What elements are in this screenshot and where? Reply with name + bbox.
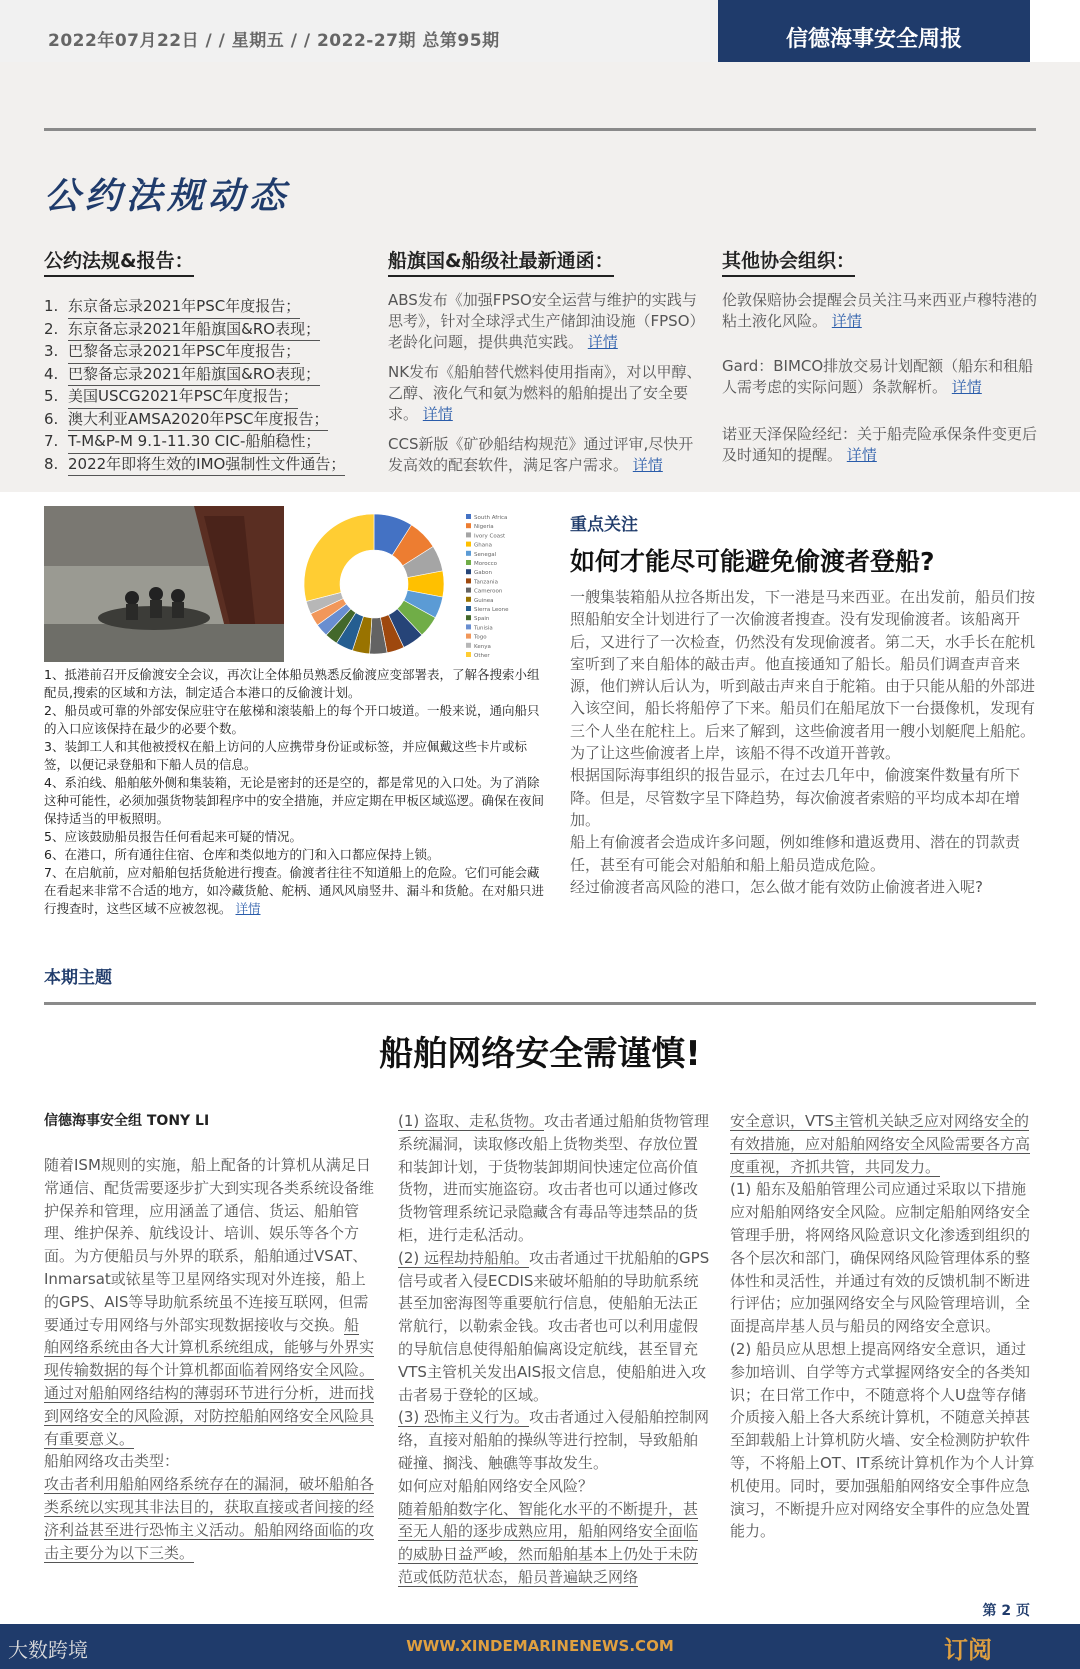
list-item[interactable]: 6. 澳大利亚AMSA2020年PSC年度报告；	[44, 409, 374, 432]
details-link[interactable]: 详情	[831, 312, 862, 330]
legend-label: Gabon	[474, 570, 492, 577]
news-text: Gard：BIMCO排放交易计划配额（船东和租船人需考虑的实际问题）条款解析。	[722, 357, 1034, 396]
paragraph: 经过偷渡者高风险的港口，怎么做才能有效防止偷渡者进入呢?	[570, 877, 983, 896]
news-text: CCS新版《矿砂船结构规范》通过评审,尽快开发高效的配套软件，满足客户需求。	[388, 435, 694, 474]
legend-label: Ivory Coast	[474, 533, 506, 540]
article-column-2	[398, 1110, 710, 1589]
article-title: 船舶网络安全需谨慎!	[379, 1034, 701, 1074]
focus-article	[570, 586, 1036, 898]
details-link[interactable]: 详情	[235, 901, 261, 916]
news-text: ABS发布《加强FPSO安全运营与维护的实践与思考》，针对全球浮式生产储卸油设施（FPSO）老龄化问题，提供典范实践。	[388, 291, 705, 351]
legend-label: Togo	[474, 634, 487, 641]
note-item: 2、船员或可靠的外部安保应驻守在舷梯和滚装船上的每个开口坡道。一般来说，通向船只的入口应该保持在最少的必要个数。	[44, 703, 540, 736]
paragraph: (1) 船东及船舶管理公司应通过采取以下措施应对船舶网络安全风险。应制定船舶网络安全管理手册，将网络风险意识文化渗透到组织的各个层次和部门，确保网络风险管理体系的整体性和灵活性，并通过有效的反馈机制不断进行评估；应加强网络安全与风险管理培训，全面提高岸基人员与船员的网络安全意识。	[730, 1180, 1031, 1336]
news-text: NK发布《船舶替代燃料使用指南》，对以甲醇、乙醇、液化气和氨为燃料的船舶提出了安全要求。	[388, 363, 702, 423]
legend-label: Other	[474, 653, 490, 659]
legend-label: Spain	[474, 616, 490, 623]
underlined-text: 攻击者利用船舶网络系统存在的漏洞，破坏船舶各类系统以实现其非法目的，获取直接或者间接的经济利益甚至进行恐怖主义活动。船舶网络面临的攻击主要分为以下三类。	[44, 1475, 375, 1562]
legend-swatch	[466, 588, 471, 593]
header-bar	[0, 0, 718, 62]
legend-swatch	[466, 569, 471, 574]
legend-label: Sierra Leone	[474, 607, 509, 613]
list-item[interactable]: 4. 巴黎备忘录2021年船旗国&RO表现；	[44, 364, 374, 387]
watermark-logo: 大数跨境	[8, 1638, 88, 1662]
legend-label: Ghana	[474, 542, 492, 549]
list-item[interactable]: 5. 美国USCG2021年PSC年度报告；	[44, 386, 374, 409]
details-link[interactable]: 详情	[587, 333, 618, 351]
section-title: 公约法规动态	[44, 176, 291, 217]
association-news-item	[722, 356, 1038, 398]
legend-swatch	[466, 643, 471, 648]
paragraph: 攻击者通过入侵船舶控制网络，直接对船舶的操纵等进行控制，导致船舶碰撞、搁浅、触礁等事故发生。	[398, 1408, 710, 1472]
legend-label: Guinea	[474, 597, 494, 604]
legend-swatch	[466, 652, 471, 657]
regulations-list	[44, 296, 374, 476]
legend-swatch	[466, 551, 471, 556]
paragraph: 攻击者通过船舶货物管理系统漏洞，读取修改船上货物类型、存放位置和装卸计划，于货物装卸期间快速定位高价值货物，进而实施盗窃。攻击者也可以通过修改货物管理系统记录隐藏含有毒品等违禁品的货柜，进行走私活动。	[398, 1112, 710, 1244]
divider	[44, 1002, 1036, 1005]
legend-label: Kenya	[474, 643, 491, 650]
note-text: 7、在启航前，应对船舶包括货舱进行搜查。偷渡者往往不知道船上的危险。它们可能会藏在看起来非常不合适的地方，如冷藏货舱、舵柄、通风风扇竖井、漏斗和货舱。在对船只进行搜查时，这些区域不应被忽视。	[44, 865, 545, 916]
issue-date: 2022年07月22日 / / 星期五 / / 2022-27期 总第95期	[48, 31, 500, 51]
details-link[interactable]: 详情	[632, 456, 663, 474]
footer-bar	[0, 1624, 1080, 1669]
flag-news-item	[388, 362, 706, 425]
legend-label: Senegal	[474, 551, 497, 558]
stowaway-photo	[44, 506, 284, 662]
note-item	[44, 864, 546, 918]
divider	[44, 128, 1036, 131]
legend-swatch	[466, 532, 471, 537]
legend-swatch	[466, 542, 471, 547]
underlined-heading: (1) 盗取、走私货物。	[398, 1112, 545, 1130]
list-item[interactable]: 7. T-M&P-M 9.1-11.30 CIC-船舶稳性；	[44, 431, 374, 454]
legend-swatch	[466, 606, 471, 611]
associations-heading: 其他协会组织：	[722, 246, 855, 277]
paragraph: 船舶网络攻击类型：	[44, 1452, 180, 1471]
paragraph: 船上有偷渡者会造成许多问题，例如维修和遣返费用、潜在的罚款责任，甚至有可能会对船舶和船上船员造成危险。	[570, 833, 1021, 874]
legend-swatch	[466, 634, 471, 639]
author-byline: 信德海事安全组 TONY LI	[44, 1113, 210, 1129]
legend-swatch	[466, 624, 471, 629]
legend-swatch	[466, 578, 471, 583]
note-item: 6、在港口，所有通往住宿、仓库和类似地方的门和入口都应保持上锁。	[44, 847, 440, 862]
article-column-3	[730, 1110, 1036, 1543]
legend-label: Tanzania	[474, 579, 498, 586]
flag-news-item	[388, 290, 706, 353]
note-item: 5、应该鼓励船员报告任何看起来可疑的情况。	[44, 829, 302, 844]
stowaway-pie-chart	[284, 506, 548, 662]
paragraph: 随着ISM规则的实施，船上配备的计算机从满足日常通信、配货需要逐步扩大到实现各类系统设备维护保养和管理，应用涵盖了通信、货运、船舶管理、维护保养、航线设计、培训、娱乐等各个方面。为方便船员与外界的联系，船舶通过VSAT、Inmarsat或铱星等卫星网络实现对外连接，船上的GPS、AIS等导助航系统虽不连接互联网，但需要通过专用网络与外部实现数据接收与交换。	[44, 1156, 375, 1334]
legend-label: Cameroon	[474, 588, 503, 595]
legend-swatch	[466, 597, 471, 602]
underlined-text: 船舶网络系统由各大计算机系统组成，能够与外界实现传输数据的每个计算机都面临着网络安全风险。通过对船舶网络结构的薄弱环节进行分析，进而找到网络安全的风险源，对防控船舶网络安全风险具有重要意义。	[44, 1315, 375, 1448]
legend-label: Nigeria	[474, 524, 494, 531]
details-link[interactable]: 详情	[951, 378, 982, 396]
news-text: 伦敦保赔协会提醒会员关注马来西亚卢穆特港的粘土液化风险。	[722, 291, 1038, 330]
page-number: 第 2 页	[982, 1603, 1030, 1619]
underlined-heading: (3) 恐怖主义行为。	[398, 1408, 530, 1427]
focus-label: 重点关注	[570, 515, 638, 535]
underlined-heading: (2) 远程劫持船舶。	[398, 1248, 530, 1267]
list-item[interactable]: 3. 巴黎备忘录2021年PSC年度报告；	[44, 341, 374, 364]
list-item[interactable]: 1. 东京备忘录2021年PSC年度报告；	[44, 296, 374, 319]
prevention-notes	[44, 666, 546, 918]
website-link[interactable]: WWW.XINDEMARINENEWS.COM	[406, 1637, 674, 1655]
underlined-text: 随着船舶数字化、智能化水平的不断提升，甚至无人船的逐步成熟应用，船舶网络安全面临的威胁日益严峻，然而船舶基本上仍处于未防范或低防范状态，船员普遍缺乏网络	[398, 1499, 699, 1586]
pie-slice	[304, 514, 374, 601]
paragraph: 攻击者通过干扰船舶的GPS信号或者入侵ECDIS来破坏船舶的导助航系统甚至加密海图等重要航行信息，使船舶无法正常航行，以勒索金钱。攻击者也可以利用虚假的导航信息使得船舶偏离设定航线，甚至冒充VTS主管机关发出AIS报文信息，使船舶进入攻击者易于登轮的区域。	[398, 1248, 710, 1404]
subscribe-button[interactable]: 订阅	[944, 1636, 992, 1664]
note-item: 4、系泊线、船舶舷外侧和集装箱，无论是密封的还是空的，都是常见的入口处。为了消除这种可能性，必须加强货物装卸程序中的安全措施，并应定期在甲板区域巡逻。确保在夜间保持适当的甲板照明。	[44, 775, 545, 826]
note-item: 1、抵港前召开反偷渡安全会议，再次让全体船员熟悉反偷渡应变部署表，了解各搜索小组配员,搜索的区域和方法，制定适合本港口的反偷渡计划。	[44, 667, 540, 700]
paragraph: (2) 船员应从思想上提高网络安全意识，通过参加培训、自学等方式掌握网络安全的各类知识；在日常工作中，不随意将个人U盘等存储介质接入船上各大系统计算机，不随意关掉甚至卸载船上计算机防火墙、安全检测防护软件等，不将船上OT、IT系统计算机作为个人计算机使用。同时，要加强船舶网络安全事件应急演习，不断提升应对网络安全事件的应急处置能力。	[730, 1339, 1035, 1541]
paragraph: 根据国际海事组织的报告显示，在过去几年中，偷渡案件数量有所下降。但是，尽管数字呈下降趋势，每次偷渡者索赔的平均成本却在增加。	[570, 766, 1021, 829]
legend-swatch	[466, 560, 471, 565]
paragraph: 如何应对船舶网络安全风险？	[398, 1476, 594, 1495]
association-news-item	[722, 424, 1038, 466]
list-item[interactable]: 2. 东京备忘录2021年船旗国&RO表现；	[44, 319, 374, 342]
article-column-1	[44, 1154, 374, 1564]
legend-label: Morocco	[474, 561, 498, 567]
paragraph: 一艘集装箱船从拉各斯出发，下一港是马来西亚。在出发前，船员们按照船舶安全计划进行了一次偷渡者搜查。没有发现偷渡者。该船离开后，又进行了一次检查，仍然没有发现偷渡者。第二天，水手长在舵机室听到了来自船体的敲击声。他直接通知了船长。船员们调查声音来源，他们辨认后认为，听到敲击声来自于舵箱。由于只能从船的外部进入该空间，船长将船停了下来。船员们在船尾放下一台摄像机，发现有三个人坐在舵柱上。后来了解到，这些偷渡者用一艘小划艇爬上船舵。为了让这些偷渡者上岸，该船不得不改道开普敦。	[570, 588, 1036, 763]
regulations-heading: 公约法规&报告：	[44, 246, 194, 277]
header-title-bar	[718, 0, 1030, 62]
theme-label: 本期主题	[44, 968, 112, 988]
flag-class-heading: 船旗国&船级社最新通函：	[388, 246, 614, 277]
list-item[interactable]: 8. 2022年即将生效的IMO强制性文件通告；	[44, 454, 374, 477]
newsletter-title: 信德海事安全周报	[785, 27, 962, 52]
legend-label: South Africa	[474, 515, 508, 521]
details-link[interactable]: 详情	[846, 446, 877, 464]
flag-news-item	[388, 434, 706, 476]
legend-label: Tunisia	[474, 625, 493, 632]
legend-swatch	[466, 615, 471, 620]
underlined-text: 安全意识，VTS主管机关缺乏应对网络安全的有效措施，应对船舶网络安全风险需要各方高度重视，齐抓共管，共同发力。	[730, 1112, 1031, 1176]
association-news-item	[722, 290, 1038, 332]
news-text: 诺亚天泽保险经纪：关于船壳险承保条件变更后及时通知的提醒。	[722, 425, 1038, 464]
pie-chart-svg	[284, 506, 548, 662]
legend-swatch	[466, 523, 471, 528]
legend-swatch	[466, 514, 471, 519]
focus-title: 如何才能尽可能避免偷渡者登船?	[570, 547, 935, 576]
details-link[interactable]: 详情	[422, 405, 453, 423]
note-item: 3、装卸工人和其他被授权在船上访问的人应携带身份证或标签，并应佩戴这些卡片或标签，以便记录登船和下船人员的信息。	[44, 739, 527, 772]
